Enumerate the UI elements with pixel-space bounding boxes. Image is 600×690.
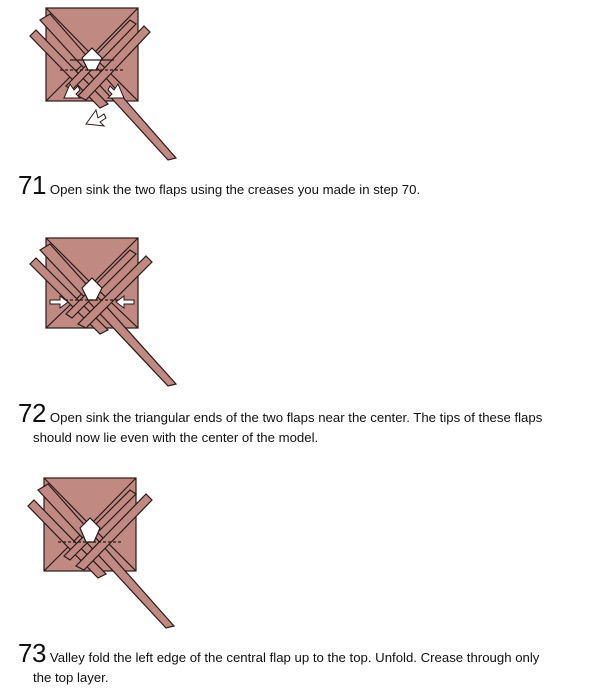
step-73 bbox=[0, 470, 600, 690]
step-text-line-2: should now lie even with the center of the model. bbox=[33, 430, 319, 445]
step-text-line-1: Open sink the triangular ends of the two flaps near the center. The tips of these flaps bbox=[49, 410, 543, 425]
step-number: 73 bbox=[18, 638, 46, 668]
step-72-caption bbox=[18, 398, 596, 448]
step-text-line-2: the top layer. bbox=[33, 670, 109, 685]
step-text: Open sink the two flaps using the creases you made in step 70. bbox=[49, 182, 421, 197]
step-text-line-1: Valley fold the left edge of the central flap up to the top. Unfold. Crease through only bbox=[49, 650, 540, 665]
step-71-caption bbox=[18, 170, 596, 200]
step-number: 71 bbox=[18, 170, 46, 200]
step-72-diagram bbox=[0, 230, 200, 390]
step-71-diagram bbox=[0, 0, 200, 165]
step-71 bbox=[0, 0, 600, 200]
step-72 bbox=[0, 230, 600, 450]
step-73-caption bbox=[18, 638, 596, 688]
step-73-diagram bbox=[0, 470, 200, 635]
step-number: 72 bbox=[18, 398, 46, 428]
push-arrow-bottom bbox=[86, 110, 106, 126]
